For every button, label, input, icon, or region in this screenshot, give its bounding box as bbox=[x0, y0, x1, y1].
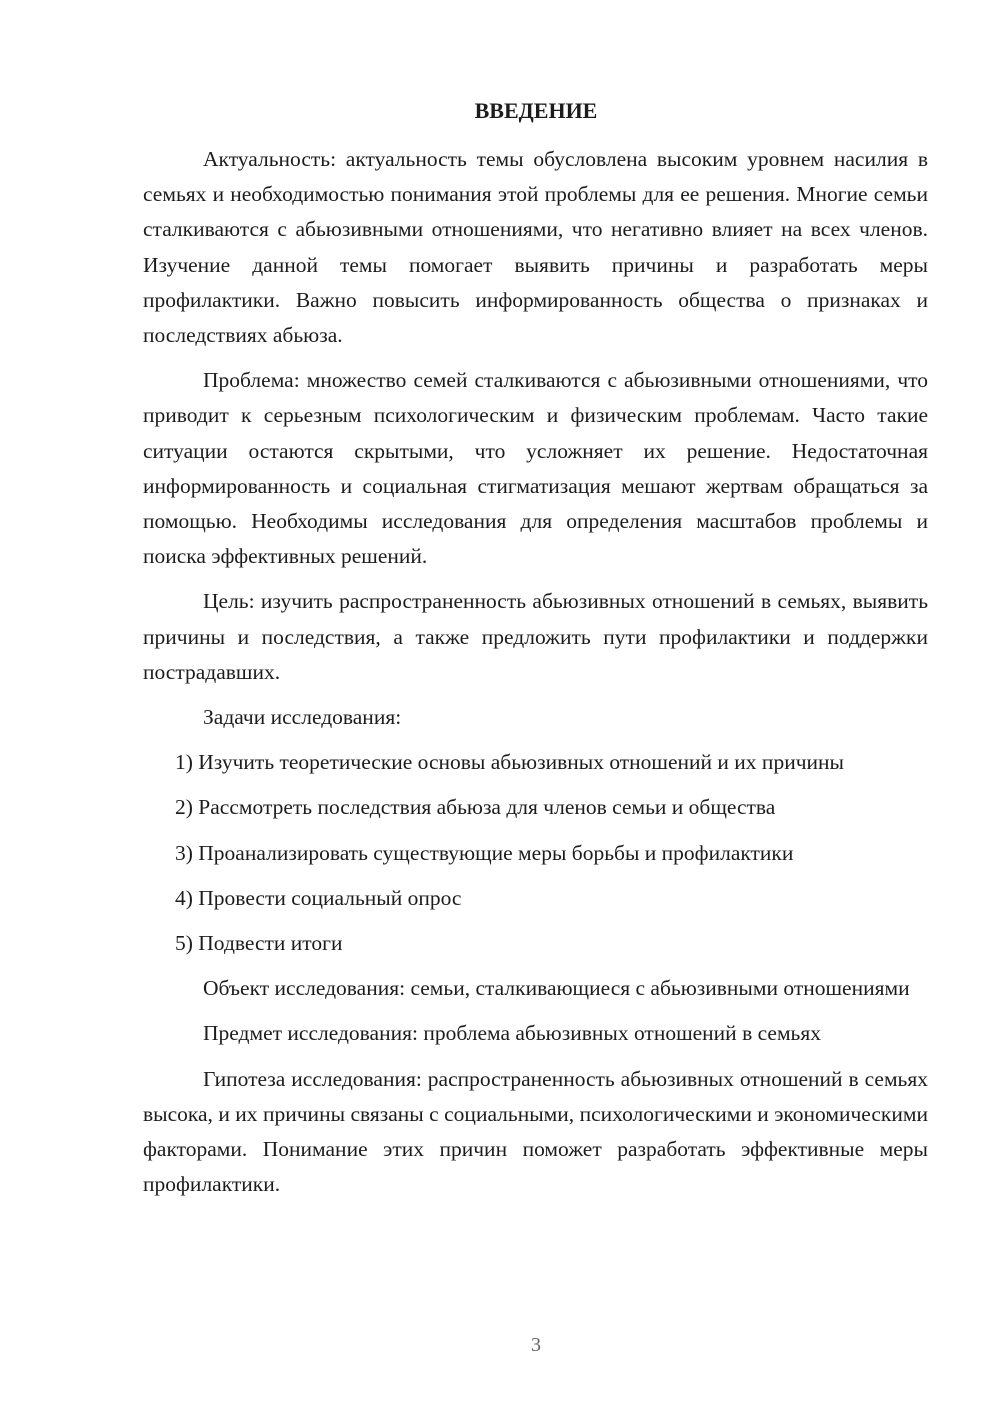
paragraph-relevance: Актуальность: актуальность темы обусловлена высоким уровнем насилия в семьях и необходимостью понимания этой проблемы для ее решения. Многие семьи сталкиваются с абьюзивными отношениями, что негативно влияет на всех членов. Изучение данной темы помогает выявить причины и разработать меры профилактики. Важно повысить информированность общества о признаках и последствиях абьюза. bbox=[143, 147, 928, 348]
paragraph-subject: Предмет исследования: проблема абьюзивных отношений в семьях bbox=[203, 1021, 821, 1046]
paragraph-object: Объект исследования: семьи, сталкивающиеся с абьюзивными отношениями bbox=[203, 976, 910, 1001]
tasks-list bbox=[143, 745, 928, 961]
page-number: 3 bbox=[531, 1334, 541, 1356]
paragraph-hypothesis: Гипотеза исследования: распространенность абьюзивных отношений в семьях высока, и их причины связаны с социальными, психологическими и экономическими факторами. Понимание этих причин поможет разработать эффективные меры профилактики. bbox=[143, 1066, 928, 1197]
page-title: ВВЕДЕНИЕ bbox=[474, 98, 598, 123]
list-item: 4) Провести социальный опрос bbox=[175, 885, 462, 910]
paragraph-goal: Цель: изучить распространенность абьюзивных отношений в семьях, выявить причины и последствия, а также предложить пути профилактики и поддержки пострадавших. bbox=[143, 589, 928, 684]
list-item: 5) Подвести итоги bbox=[175, 931, 343, 956]
document-body bbox=[143, 142, 928, 1212]
paragraph-problem: Проблема: множество семей сталкиваются с абьюзивными отношениями, что приводит к серьезным психологическим и физическим проблемам. Часто такие ситуации остаются скрытыми, что усложняет их решение. Недостаточная информированность и социальная стигматизация мешают жертвам обращаться за помощью. Необходимы исследования для определения масштабов проблемы и поиска эффективных решений. bbox=[143, 368, 928, 569]
list-item: 3) Проанализировать существующие меры борьбы и профилактики bbox=[175, 840, 794, 865]
list-item: 1) Изучить теоретические основы абьюзивных отношений и их причины bbox=[175, 750, 844, 775]
list-item: 2) Рассмотреть последствия абьюза для членов семьи и общества bbox=[175, 795, 776, 820]
tasks-heading: Задачи исследования: bbox=[203, 705, 402, 730]
